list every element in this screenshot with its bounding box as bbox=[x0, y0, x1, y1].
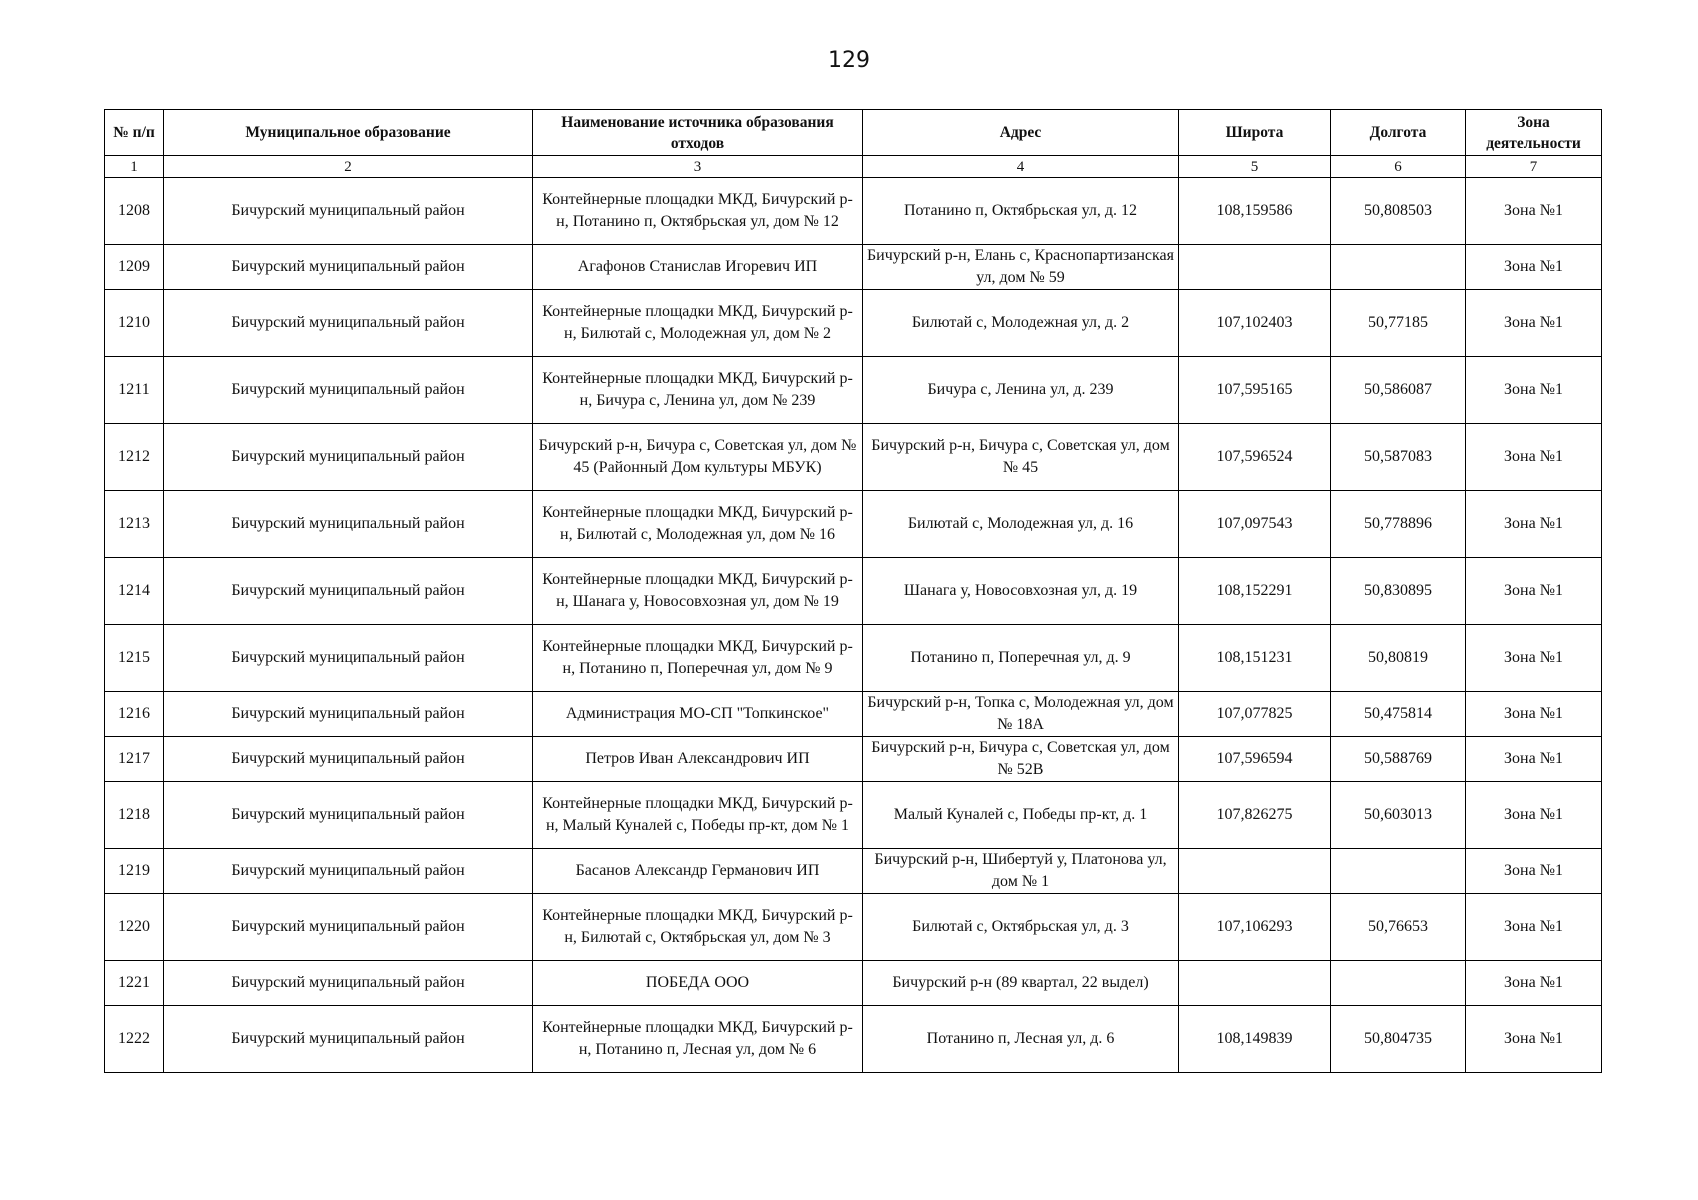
cell-latitude bbox=[1179, 245, 1331, 290]
cell-zone: Зона №1 bbox=[1466, 961, 1602, 1006]
cell-municipality: Бичурский муниципальный район bbox=[164, 625, 533, 692]
cell-address: Бичурский р-н, Бичура с, Советская ул, дом № 52В bbox=[863, 737, 1179, 782]
cell-number: 1221 bbox=[105, 961, 164, 1006]
cell-zone: Зона №1 bbox=[1466, 245, 1602, 290]
cell-address: Потанино п, Октябрьская ул, д. 12 bbox=[863, 178, 1179, 245]
cell-source: Контейнерные площадки МКД, Бичурский р-н, Потанино п, Октябрьская ул, дом № 12 bbox=[533, 178, 863, 245]
cell-longitude: 50,808503 bbox=[1331, 178, 1466, 245]
cell-municipality: Бичурский муниципальный район bbox=[164, 692, 533, 737]
cell-source: Администрация МО-СП "Топкинское" bbox=[533, 692, 863, 737]
cell-number: 1210 bbox=[105, 290, 164, 357]
cell-source: Петров Иван Александрович ИП bbox=[533, 737, 863, 782]
column-number: 6 bbox=[1331, 156, 1466, 178]
column-number: 1 bbox=[105, 156, 164, 178]
cell-number: 1222 bbox=[105, 1006, 164, 1073]
cell-number: 1208 bbox=[105, 178, 164, 245]
cell-number: 1213 bbox=[105, 491, 164, 558]
header-municipality: Муниципальное образование bbox=[164, 110, 533, 156]
cell-address: Бичурский р-н, Елань с, Краснопартизанская ул, дом № 59 bbox=[863, 245, 1179, 290]
cell-municipality: Бичурский муниципальный район bbox=[164, 737, 533, 782]
header-longitude: Долгота bbox=[1331, 110, 1466, 156]
cell-latitude: 107,596524 bbox=[1179, 424, 1331, 491]
table-row bbox=[105, 625, 1602, 692]
cell-address: Бичурский р-н, Бичура с, Советская ул, дом № 45 bbox=[863, 424, 1179, 491]
cell-latitude: 107,596594 bbox=[1179, 737, 1331, 782]
table-row bbox=[105, 894, 1602, 961]
table-row bbox=[105, 849, 1602, 894]
cell-municipality: Бичурский муниципальный район bbox=[164, 961, 533, 1006]
cell-longitude bbox=[1331, 245, 1466, 290]
cell-address: Билютай с, Молодежная ул, д. 16 bbox=[863, 491, 1179, 558]
table-row bbox=[105, 357, 1602, 424]
table-body bbox=[105, 178, 1602, 1073]
cell-municipality: Бичурский муниципальный район bbox=[164, 849, 533, 894]
cell-municipality: Бичурский муниципальный район bbox=[164, 491, 533, 558]
cell-address: Шанага у, Новосовхозная ул, д. 19 bbox=[863, 558, 1179, 625]
table-row bbox=[105, 737, 1602, 782]
header-latitude: Широта bbox=[1179, 110, 1331, 156]
cell-latitude: 108,149839 bbox=[1179, 1006, 1331, 1073]
cell-longitude bbox=[1331, 961, 1466, 1006]
cell-address: Потанино п, Поперечная ул, д. 9 bbox=[863, 625, 1179, 692]
cell-longitude bbox=[1331, 849, 1466, 894]
cell-source: Контейнерные площадки МКД, Бичурский р-н, Потанино п, Лесная ул, дом № 6 bbox=[533, 1006, 863, 1073]
cell-number: 1212 bbox=[105, 424, 164, 491]
cell-latitude: 107,595165 bbox=[1179, 357, 1331, 424]
cell-source: Контейнерные площадки МКД, Бичурский р-н, Бичура с, Ленина ул, дом № 239 bbox=[533, 357, 863, 424]
cell-zone: Зона №1 bbox=[1466, 558, 1602, 625]
cell-longitude: 50,603013 bbox=[1331, 782, 1466, 849]
cell-municipality: Бичурский муниципальный район bbox=[164, 424, 533, 491]
cell-source: Бичурский р-н, Бичура с, Советская ул, дом № 45 (Районный Дом культуры МБУК) bbox=[533, 424, 863, 491]
cell-number: 1214 bbox=[105, 558, 164, 625]
header-source: Наименование источника образования отходов bbox=[533, 110, 863, 156]
cell-source: Контейнерные площадки МКД, Бичурский р-н, Шанага у, Новосовхозная ул, дом № 19 bbox=[533, 558, 863, 625]
cell-latitude: 107,106293 bbox=[1179, 894, 1331, 961]
cell-longitude: 50,587083 bbox=[1331, 424, 1466, 491]
cell-longitude: 50,77185 bbox=[1331, 290, 1466, 357]
cell-source: Агафонов Станислав Игоревич ИП bbox=[533, 245, 863, 290]
cell-number: 1219 bbox=[105, 849, 164, 894]
cell-source: Басанов Александр Германович ИП bbox=[533, 849, 863, 894]
cell-municipality: Бичурский муниципальный район bbox=[164, 245, 533, 290]
cell-municipality: Бичурский муниципальный район bbox=[164, 1006, 533, 1073]
cell-number: 1211 bbox=[105, 357, 164, 424]
cell-number: 1216 bbox=[105, 692, 164, 737]
column-number: 7 bbox=[1466, 156, 1602, 178]
cell-source: ПОБЕДА ООО bbox=[533, 961, 863, 1006]
page-number: 129 bbox=[828, 48, 870, 73]
cell-address: Билютай с, Молодежная ул, д. 2 bbox=[863, 290, 1179, 357]
cell-zone: Зона №1 bbox=[1466, 782, 1602, 849]
cell-latitude: 108,152291 bbox=[1179, 558, 1331, 625]
cell-latitude: 108,151231 bbox=[1179, 625, 1331, 692]
cell-address: Бичурский р-н (89 квартал, 22 выдел) bbox=[863, 961, 1179, 1006]
cell-longitude: 50,804735 bbox=[1331, 1006, 1466, 1073]
column-number: 5 bbox=[1179, 156, 1331, 178]
table-row bbox=[105, 961, 1602, 1006]
table-row bbox=[105, 491, 1602, 558]
cell-latitude bbox=[1179, 961, 1331, 1006]
cell-longitude: 50,588769 bbox=[1331, 737, 1466, 782]
column-number: 4 bbox=[863, 156, 1179, 178]
cell-municipality: Бичурский муниципальный район bbox=[164, 290, 533, 357]
cell-number: 1218 bbox=[105, 782, 164, 849]
cell-latitude: 107,102403 bbox=[1179, 290, 1331, 357]
cell-latitude: 107,097543 bbox=[1179, 491, 1331, 558]
cell-municipality: Бичурский муниципальный район bbox=[164, 178, 533, 245]
column-number: 3 bbox=[533, 156, 863, 178]
cell-address: Бичурский р-н, Топка с, Молодежная ул, дом № 18А bbox=[863, 692, 1179, 737]
cell-zone: Зона №1 bbox=[1466, 894, 1602, 961]
table-row bbox=[105, 424, 1602, 491]
table-row bbox=[105, 1006, 1602, 1073]
cell-zone: Зона №1 bbox=[1466, 737, 1602, 782]
header-zone: Зона деятельности bbox=[1466, 110, 1602, 156]
cell-latitude: 108,159586 bbox=[1179, 178, 1331, 245]
cell-zone: Зона №1 bbox=[1466, 849, 1602, 894]
cell-source: Контейнерные площадки МКД, Бичурский р-н, Билютай с, Октябрьская ул, дом № 3 bbox=[533, 894, 863, 961]
column-number-row bbox=[105, 156, 1602, 178]
cell-longitude: 50,830895 bbox=[1331, 558, 1466, 625]
cell-longitude: 50,586087 bbox=[1331, 357, 1466, 424]
cell-longitude: 50,80819 bbox=[1331, 625, 1466, 692]
table-row bbox=[105, 290, 1602, 357]
cell-zone: Зона №1 bbox=[1466, 424, 1602, 491]
cell-number: 1209 bbox=[105, 245, 164, 290]
cell-address: Малый Куналей с, Победы пр-кт, д. 1 bbox=[863, 782, 1179, 849]
cell-number: 1215 bbox=[105, 625, 164, 692]
header-row bbox=[105, 110, 1602, 156]
cell-zone: Зона №1 bbox=[1466, 178, 1602, 245]
cell-source: Контейнерные площадки МКД, Бичурский р-н, Билютай с, Молодежная ул, дом № 2 bbox=[533, 290, 863, 357]
cell-latitude: 107,826275 bbox=[1179, 782, 1331, 849]
cell-source: Контейнерные площадки МКД, Бичурский р-н, Потанино п, Поперечная ул, дом № 9 bbox=[533, 625, 863, 692]
cell-latitude: 107,077825 bbox=[1179, 692, 1331, 737]
table-row bbox=[105, 692, 1602, 737]
cell-number: 1217 bbox=[105, 737, 164, 782]
cell-address: Бичурский р-н, Шибертуй у, Платонова ул, дом № 1 bbox=[863, 849, 1179, 894]
cell-zone: Зона №1 bbox=[1466, 625, 1602, 692]
cell-source: Контейнерные площадки МКД, Бичурский р-н, Билютай с, Молодежная ул, дом № 16 bbox=[533, 491, 863, 558]
cell-longitude: 50,76653 bbox=[1331, 894, 1466, 961]
cell-zone: Зона №1 bbox=[1466, 1006, 1602, 1073]
cell-municipality: Бичурский муниципальный район bbox=[164, 782, 533, 849]
cell-address: Билютай с, Октябрьская ул, д. 3 bbox=[863, 894, 1179, 961]
cell-zone: Зона №1 bbox=[1466, 290, 1602, 357]
cell-source: Контейнерные площадки МКД, Бичурский р-н, Малый Куналей с, Победы пр-кт, дом № 1 bbox=[533, 782, 863, 849]
cell-number: 1220 bbox=[105, 894, 164, 961]
cell-latitude bbox=[1179, 849, 1331, 894]
table-row bbox=[105, 245, 1602, 290]
cell-municipality: Бичурский муниципальный район bbox=[164, 894, 533, 961]
cell-zone: Зона №1 bbox=[1466, 491, 1602, 558]
header-number: № п/п bbox=[105, 110, 164, 156]
column-number: 2 bbox=[164, 156, 533, 178]
cell-municipality: Бичурский муниципальный район bbox=[164, 357, 533, 424]
cell-address: Потанино п, Лесная ул, д. 6 bbox=[863, 1006, 1179, 1073]
waste-sources-table bbox=[104, 109, 1602, 1073]
table-row bbox=[105, 782, 1602, 849]
cell-zone: Зона №1 bbox=[1466, 357, 1602, 424]
cell-longitude: 50,475814 bbox=[1331, 692, 1466, 737]
header-address: Адрес bbox=[863, 110, 1179, 156]
table-row bbox=[105, 178, 1602, 245]
cell-longitude: 50,778896 bbox=[1331, 491, 1466, 558]
cell-municipality: Бичурский муниципальный район bbox=[164, 558, 533, 625]
table-row bbox=[105, 558, 1602, 625]
cell-address: Бичура с, Ленина ул, д. 239 bbox=[863, 357, 1179, 424]
cell-zone: Зона №1 bbox=[1466, 692, 1602, 737]
